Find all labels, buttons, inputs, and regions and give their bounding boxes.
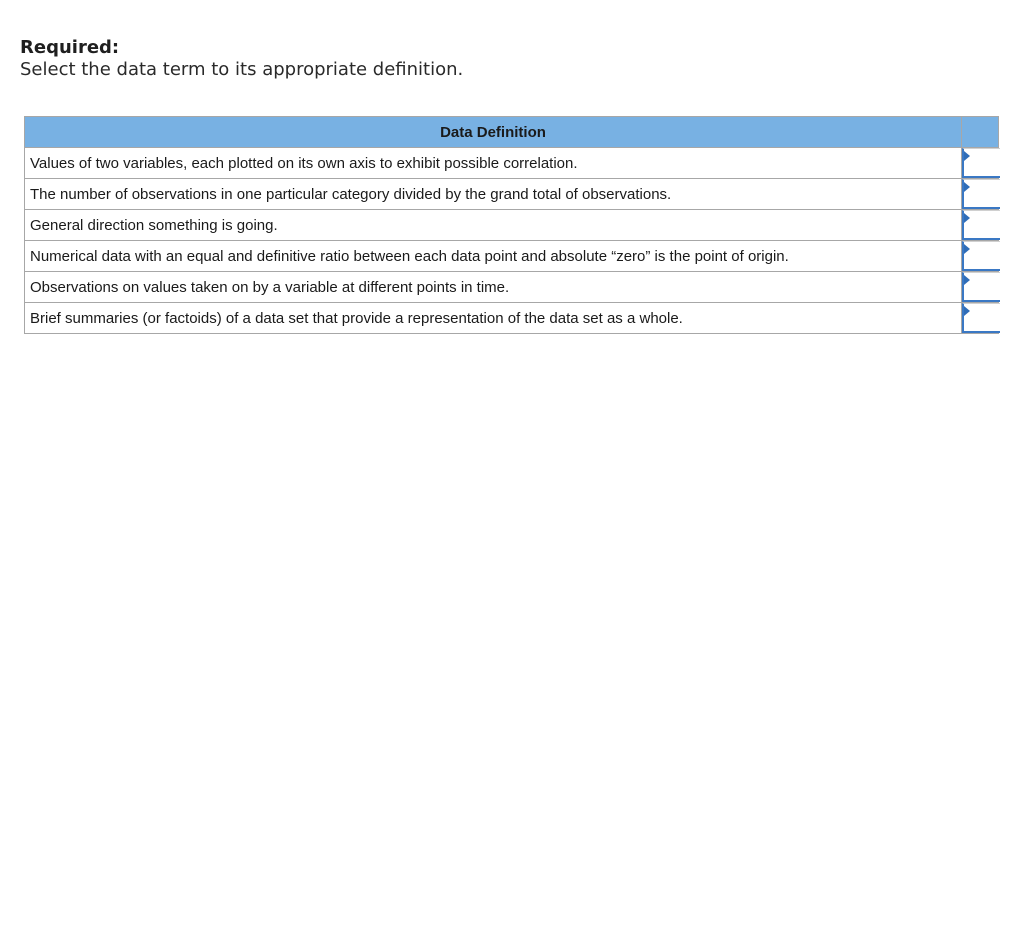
dropdown-arrow-icon [964, 182, 970, 192]
table-row [25, 179, 999, 210]
dropdown-arrow-icon [964, 151, 970, 161]
data-definition-header: Data Definition [25, 117, 962, 148]
matching-table [24, 116, 999, 334]
dropdown-arrow-icon [964, 275, 970, 285]
definition-cell: The number of observations in one particular category divided by the grand total of observations. [25, 179, 962, 210]
table-row [25, 272, 999, 303]
definition-cell: General direction something is going. [25, 210, 962, 241]
definition-cell: Numerical data with an equal and definitive ratio between each data point and absolute “zero” is the point of origin. [25, 241, 962, 272]
term-select-dropdown[interactable] [962, 148, 1000, 178]
term-select-dropdown[interactable] [962, 241, 1000, 271]
instructions [20, 37, 463, 81]
definition-cell: Brief summaries (or factoids) of a data set that provide a representation of the data set as a whole. [25, 303, 962, 334]
answer-cell [962, 210, 999, 241]
answer-column-header [962, 117, 999, 148]
term-select-dropdown[interactable] [962, 272, 1000, 302]
table-row [25, 241, 999, 272]
answer-cell [962, 241, 999, 272]
instruction-text: Select the data term to its appropriate definition. [20, 59, 464, 80]
term-select-dropdown[interactable] [962, 179, 1000, 209]
term-select-dropdown[interactable] [962, 210, 1000, 240]
required-label: Required: [20, 37, 120, 58]
answer-cell [962, 272, 999, 303]
term-select-dropdown[interactable] [962, 303, 1000, 333]
definition-cell: Observations on values taken on by a variable at different points in time. [25, 272, 962, 303]
answer-cell [962, 148, 999, 179]
dropdown-arrow-icon [964, 244, 970, 254]
dropdown-arrow-icon [964, 213, 970, 223]
dropdown-arrow-icon [964, 306, 970, 316]
table-row [25, 210, 999, 241]
answer-cell [962, 179, 999, 210]
table-header-row [25, 117, 999, 148]
table-row [25, 303, 999, 334]
definition-cell: Values of two variables, each plotted on its own axis to exhibit possible correlation. [25, 148, 962, 179]
table-row [25, 148, 999, 179]
answer-cell [962, 303, 999, 334]
